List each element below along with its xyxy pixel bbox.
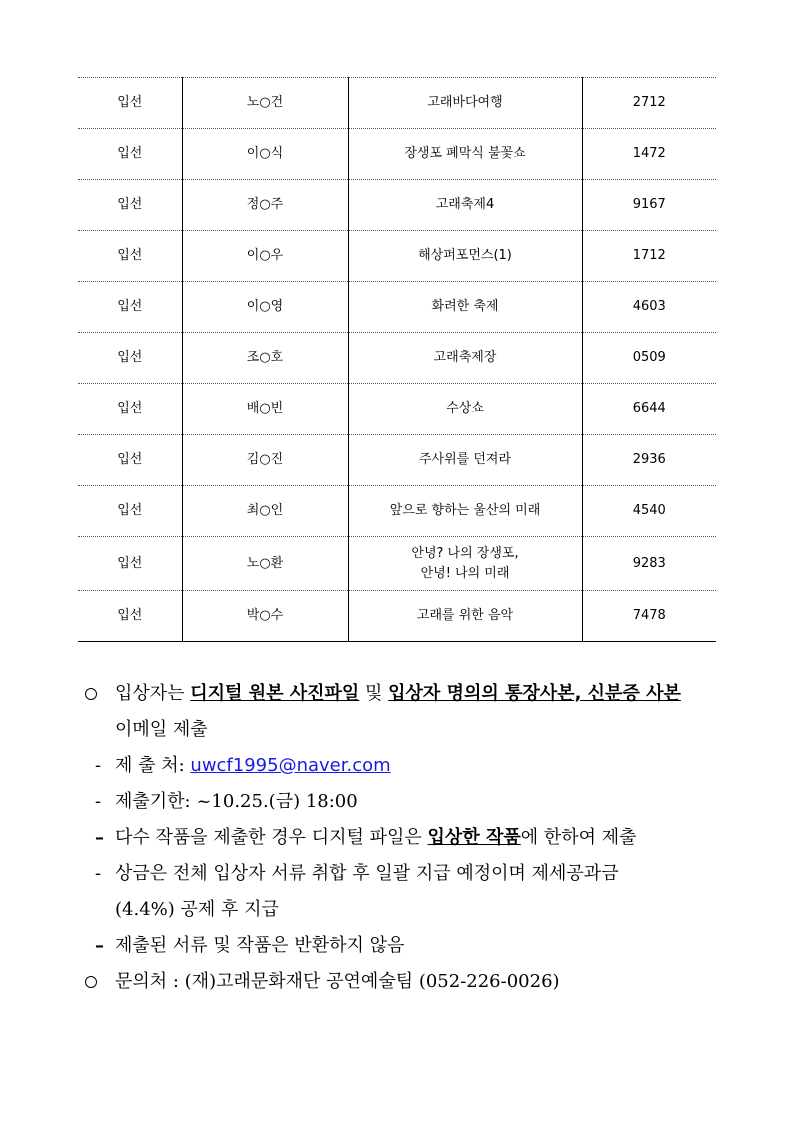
code-cell: 1472 [582,129,716,180]
award-cell: 입선 [78,231,182,282]
award-cell: 입선 [78,591,182,642]
table-row [78,384,716,435]
title-cell: 화려한 축제 [348,282,582,333]
table-row [78,231,716,282]
note-line [85,892,725,928]
title-cell: 고래축제4 [348,180,582,231]
name-cell: 노○환 [182,537,348,591]
name-cell: 김○진 [182,435,348,486]
name-cell: 정○주 [182,180,348,231]
table-row [78,333,716,384]
name-cell: 최○인 [182,486,348,537]
award-cell: 입선 [78,78,182,129]
award-cell: 입선 [78,537,182,591]
table-row [78,78,716,129]
note-text: 다수 작품을 제출한 경우 디지털 파일은 [115,827,428,848]
note-line [85,928,725,964]
name-cell: 조○호 [182,333,348,384]
note-text: 입상자는 [115,683,191,704]
code-cell: 9167 [582,180,716,231]
note-line [85,712,725,748]
emphasis-text: 입상자 명의의 통장사본, 신분증 사본 [388,683,681,704]
name-cell: 이○식 [182,129,348,180]
table-row [78,537,716,591]
emphasis-text: 디지털 원본 사진파일 [190,683,360,704]
circle-bullet-icon [85,688,97,700]
title-cell: 앞으로 향하는 울산의 미래 [348,486,582,537]
dash-marker: - [95,791,102,812]
dash-marker: - [95,755,102,776]
award-cell: 입선 [78,282,182,333]
winners-table [78,77,716,642]
note-line [85,748,725,784]
table-row [78,591,716,642]
award-cell: 입선 [78,486,182,537]
name-cell: 이○우 [182,231,348,282]
submission-notes [85,676,725,1000]
table-row [78,486,716,537]
title-cell: 수상쇼 [348,384,582,435]
code-cell: 2712 [582,78,716,129]
table-row [78,180,716,231]
title-cell: 장생포 폐막식 불꽃쇼 [348,129,582,180]
note-line [85,964,725,1000]
circle-bullet-icon [85,976,97,988]
note-line [85,676,725,712]
dash-marker: – [95,935,104,956]
note-text: 에 한하여 제출 [520,827,637,848]
note-text: 및 [359,683,389,704]
title-line: 안녕! 나의 미래 [420,565,510,581]
award-cell: 입선 [78,333,182,384]
note-text: 제 출 처: [115,755,191,776]
name-cell: 배○빈 [182,384,348,435]
code-cell: 4540 [582,486,716,537]
table-row [78,129,716,180]
award-cell: 입선 [78,384,182,435]
title-cell: 해상퍼포먼스(1) [348,231,582,282]
title-cell: 고래를 위한 음악 [348,591,582,642]
table-row [78,282,716,333]
name-cell: 노○건 [182,78,348,129]
note-text: 이메일 제출 [115,719,208,740]
note-line [85,856,725,892]
award-cell: 입선 [78,129,182,180]
code-cell: 6644 [582,384,716,435]
code-cell: 9283 [582,537,716,591]
table-row [78,435,716,486]
name-cell: 이○영 [182,282,348,333]
emphasis-text: 입상한 작품 [427,827,521,848]
title-cell: 고래축제장 [348,333,582,384]
code-cell: 4603 [582,282,716,333]
name-cell: 박○수 [182,591,348,642]
code-cell: 0509 [582,333,716,384]
note-line [85,820,725,856]
title-cell: 고래바다여행 [348,78,582,129]
title-cell: 주사위를 던져라 [348,435,582,486]
title-cell [348,537,582,591]
dash-marker: – [95,827,104,848]
contact-text: 문의처 : (재)고래문화재단 공연예술팀 (052-226-0026) [115,971,560,992]
note-text: (4.4%) 공제 후 지급 [115,899,279,920]
note-text: 제출된 서류 및 작품은 반환하지 않음 [115,935,405,956]
code-cell: 2936 [582,435,716,486]
award-cell: 입선 [78,180,182,231]
email-link[interactable]: uwcf1995@naver.com [190,755,391,776]
code-cell: 7478 [582,591,716,642]
note-text: 상금은 전체 입상자 서류 취합 후 일괄 지급 예정이며 제세공과금 [115,863,619,884]
note-line [85,784,725,820]
note-text: 제출기한: ~10.25.(금) 18:00 [115,791,358,812]
code-cell: 1712 [582,231,716,282]
dash-marker: - [95,863,102,884]
title-line: 안녕? 나의 장생포, [411,545,519,561]
award-cell: 입선 [78,435,182,486]
